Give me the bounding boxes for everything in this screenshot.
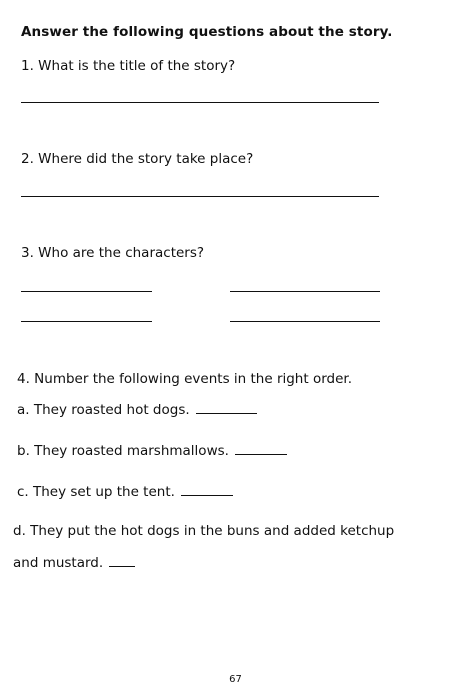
event-item-a (17, 402, 257, 418)
event-b-blank[interactable] (235, 453, 287, 455)
question-3-characters: 3. Who are the characters? (21, 245, 205, 261)
event-c-text: c. They set up the tent. (17, 484, 175, 500)
page-number: 67 (229, 674, 242, 685)
answer-line-character-3[interactable] (21, 321, 152, 322)
event-d-line1: d. They put the hot dogs in the buns and added ketchup (13, 523, 395, 539)
answer-line-character-1[interactable] (21, 291, 152, 292)
event-item-c (17, 484, 233, 500)
answer-line-character-2[interactable] (230, 291, 380, 292)
question-1-title: 1. What is the title of the story? (21, 58, 236, 74)
event-d-line2: and mustard. (13, 555, 104, 571)
event-a-blank[interactable] (196, 412, 257, 414)
question-2-setting: 2. Where did the story take place? (21, 151, 254, 167)
answer-line-setting[interactable] (21, 196, 379, 197)
answer-line-title[interactable] (21, 102, 379, 103)
answer-line-character-4[interactable] (230, 321, 380, 322)
event-item-d (13, 555, 135, 571)
worksheet-heading: Answer the following questions about the story. (21, 24, 393, 40)
question-4-order: 4. Number the following events in the right order. (17, 371, 353, 387)
event-a-text: a. They roasted hot dogs. (17, 402, 190, 418)
event-d-blank[interactable] (109, 565, 135, 567)
event-item-b (17, 443, 287, 459)
event-c-blank[interactable] (181, 494, 233, 496)
event-b-text: b. They roasted marshmallows. (17, 443, 229, 459)
